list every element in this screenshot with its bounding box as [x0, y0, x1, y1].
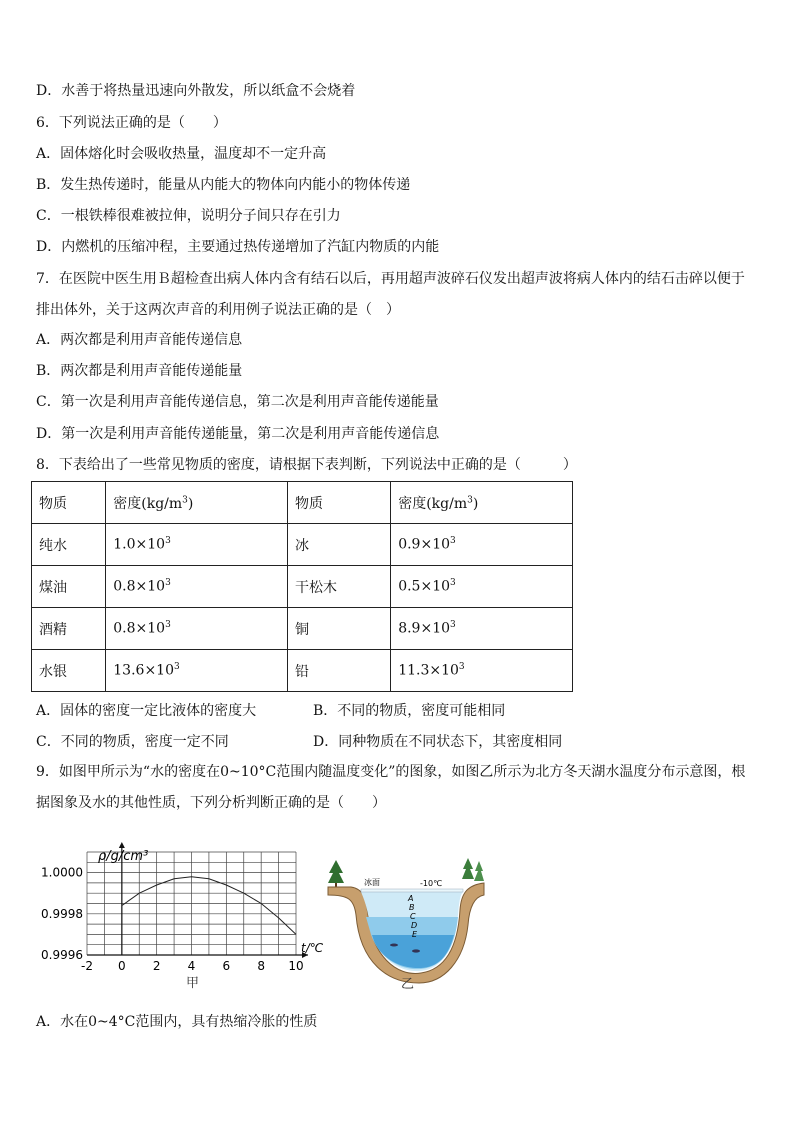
x-tick-label: 4 — [187, 959, 196, 973]
ice-label: 冰面 — [364, 878, 380, 887]
q8-stem: 8．下表给出了一些常见物质的密度，请根据下表判断，下列说法中正确的是（ ） — [36, 457, 577, 473]
table-cell: 煤油 — [32, 566, 106, 608]
figure-caption-jia: 甲 — [186, 976, 200, 991]
layer-label: E — [412, 930, 418, 939]
table-cell: 干松木 — [288, 566, 391, 608]
table-cell: 酒精 — [32, 608, 106, 650]
q7-option-a: A．两次都是利用声音能传递信息 — [36, 332, 243, 348]
q6-option-b: B．发生热传递时，能量从内能大的物体向内能小的物体传递 — [36, 177, 411, 193]
x-tick-label: 8 — [257, 959, 265, 973]
table-cell: $0.8\times 10^3$ — [106, 566, 288, 608]
density-chart — [40, 840, 340, 995]
q5-option-d: D．水善于将热量迅速向外散发，所以纸盒不会烧着 — [36, 83, 356, 99]
table-row — [32, 566, 573, 608]
q7-stem: 7．在医院中医生用Ｂ超检查出病人体内含有结石以后，再用超声波碎石仪发出超声波将病人体内的结石击碎以便于排出体外，关于这两次声音的利用例子说法正确的是（ ） — [36, 271, 745, 318]
y-axis-arrow — [119, 842, 125, 848]
layer-label: B — [409, 903, 415, 912]
q9-stem: 9．如图甲所示为“水的密度在0~10°C范围内随温度变化”的图象，如图乙所示为北方冬天湖水温度分布示意图，根据图象及水的其他性质，下列分析判断正确的是（ ） — [36, 764, 746, 811]
tree-icon — [462, 858, 484, 881]
q6-option-a: A．固体熔化时会吸收热量，温度却不一定升高 — [36, 146, 327, 162]
q9-option-a: A．水在0~4°C范围内，具有热缩冷胀的性质 — [36, 1014, 318, 1030]
lake-diagram — [326, 855, 486, 995]
table-cell: $11.3\times 10^3$ — [391, 650, 573, 692]
q8-option-a: A．固体的密度一定比液体的密度大 — [36, 703, 257, 719]
table-row — [32, 650, 573, 692]
table-cell: $0.5\times 10^3$ — [391, 566, 573, 608]
tree-icon — [328, 860, 344, 888]
y-tick-label: 0.9998 — [41, 906, 83, 921]
table-row — [32, 608, 573, 650]
table-cell: 铅 — [288, 650, 391, 692]
table-cell: $13.6\times 10^3$ — [106, 650, 288, 692]
table-cell: 铜 — [288, 608, 391, 650]
ice-layer — [361, 889, 463, 892]
layer-label: A — [408, 894, 414, 903]
x-tick-label: -2 — [81, 959, 93, 973]
x-axis-label: t/℃ — [301, 941, 324, 955]
layer-label: D — [411, 921, 418, 930]
x-tick-label: 10 — [288, 959, 304, 973]
q8-option-b: B．不同的物质，密度可能相同 — [313, 703, 506, 719]
q6-stem: 6．下列说法正确的是（ ） — [36, 115, 227, 131]
temperature-label: -10℃ — [420, 879, 443, 888]
table-header-cell: 密度$(kg/m^3)$ — [391, 482, 573, 524]
q8-option-c: C．不同的物质，密度一定不同 — [36, 734, 229, 750]
table-cell: 水银 — [32, 650, 106, 692]
table-cell: $1.0\times 10^3$ — [106, 524, 288, 566]
q7-option-c: C．第一次是利用声音能传递信息，第二次是利用声音能传递能量 — [36, 394, 439, 410]
q7-option-b: B．两次都是利用声音能传递能量 — [36, 363, 243, 379]
figure-caption-yi: 乙 — [401, 977, 415, 992]
q8-option-d: D．同种物质在不同状态下，其密度相同 — [313, 734, 563, 750]
table-cell: 冰 — [288, 524, 391, 566]
table-cell: $0.8\times 10^3$ — [106, 608, 288, 650]
chart-grid — [87, 852, 296, 955]
table-header-cell: 密度$(kg/m^3)$ — [106, 482, 288, 524]
chart-ticks — [41, 866, 304, 973]
table-cell: $8.9\times 10^3$ — [391, 608, 573, 650]
table-cell: 纯水 — [32, 524, 106, 566]
table-header-cell: 物质 — [288, 482, 391, 524]
table-header-cell: 物质 — [32, 482, 106, 524]
table-row — [32, 524, 573, 566]
table-header-row — [32, 482, 573, 524]
q6-option-d: D．内燃机的压缩冲程，主要通过热传递增加了汽缸内物质的内能 — [36, 239, 440, 255]
q6-option-c: C．一根铁棒很难被拉伸，说明分子间只存在引力 — [36, 208, 341, 224]
x-tick-label: 6 — [222, 959, 231, 973]
layer-label: C — [410, 912, 416, 921]
x-tick-label: 0 — [118, 959, 126, 973]
density-table — [31, 481, 573, 692]
x-tick-label: 2 — [152, 959, 161, 973]
q7-option-d: D．第一次是利用声音能传递能量，第二次是利用声音能传递信息 — [36, 426, 440, 442]
y-tick-label: 1.0000 — [41, 865, 83, 880]
y-axis-label: ρ/g/cm³ — [98, 849, 149, 864]
y-tick-label: 0.9996 — [41, 948, 83, 962]
table-cell: $0.9\times 10^3$ — [391, 524, 573, 566]
